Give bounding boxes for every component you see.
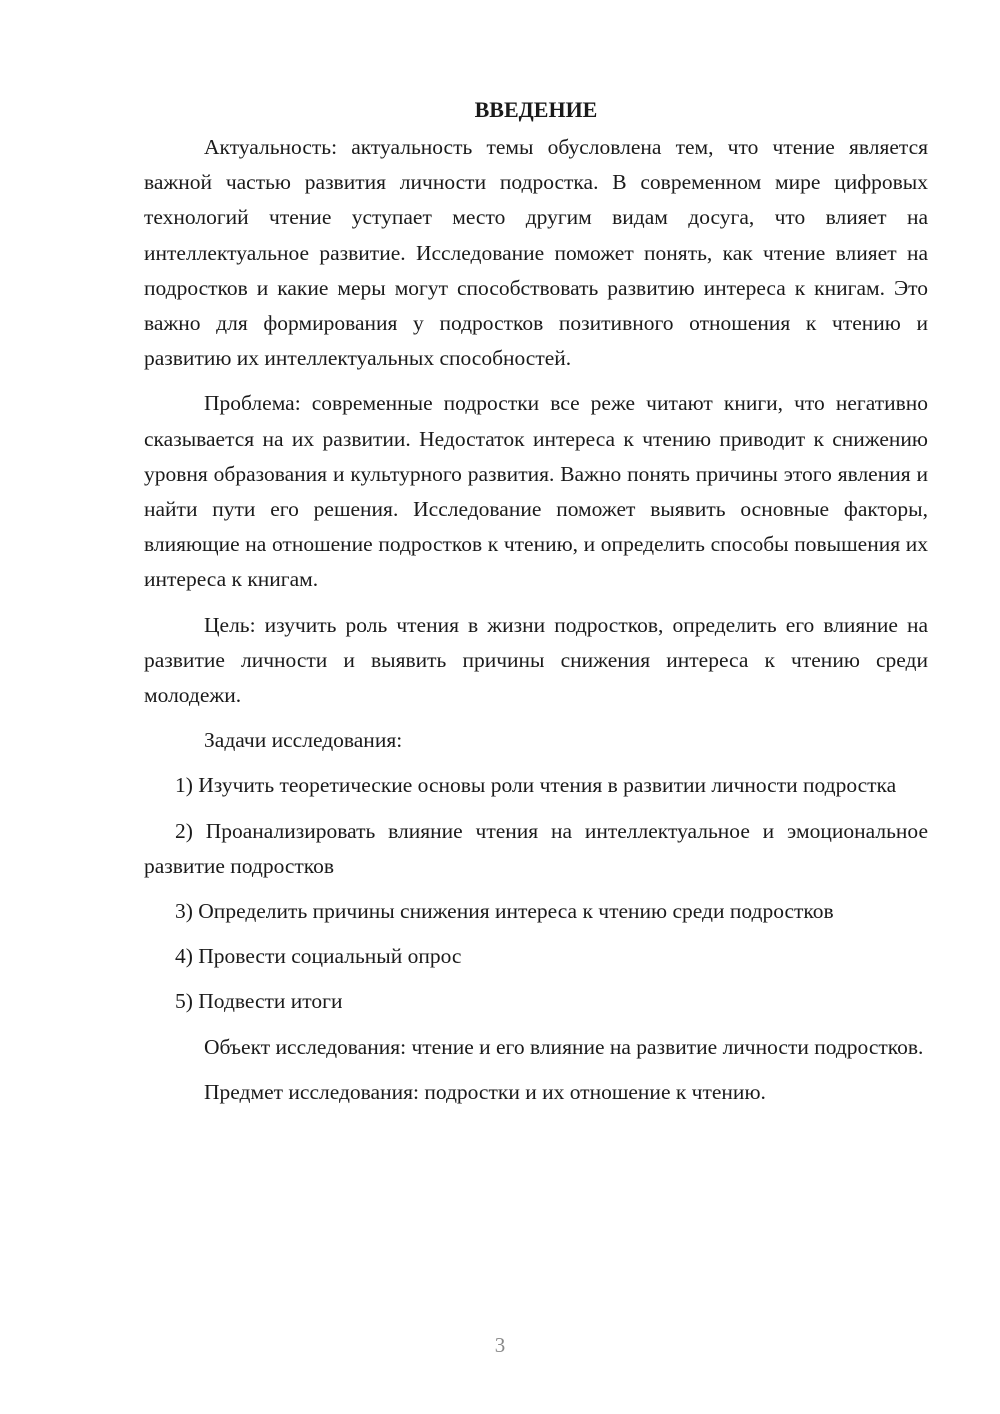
task-item-5: 5) Подвести итоги — [175, 989, 343, 1014]
task-item-4: 4) Провести социальный опрос — [175, 944, 462, 969]
goal-paragraph: Цель: изучить роль чтения в жизни подростков, определить его влияние на развитие личности и выявить причины снижения интереса к чтению среди молодежи. — [144, 612, 928, 708]
page-number: 3 — [494, 1333, 506, 1357]
problem-paragraph: Проблема: современные подростки все реже читают книги, что негативно сказывается на их развитии. Недостаток интереса к чтению приводит к снижению уровня образования и культурного развития. Важно понять причины этого явления и найти пути его решения. Исследование поможет выявить основные факторы, влияющие на отношение подростков к чтению, и определить способы повышения их интереса к книгам. — [144, 391, 928, 592]
document-page — [144, 96, 928, 1120]
task-item-2: 2) Проанализировать влияние чтения на интеллектуальное и эмоциональное развитие подростков — [144, 818, 928, 878]
page-title: ВВЕДЕНИЕ — [474, 97, 598, 122]
task-item-1: 1) Изучить теоретические основы роли чтения в развитии личности подростка — [175, 773, 897, 798]
relevance-paragraph: Актуальность: актуальность темы обусловлена тем, что чтение является важной частью развития личности подростка. В современном мире цифровых технологий чтение уступает место другим видам досуга, что влияет на интеллектуальное развитие. Исследование поможет понять, как чтение влияет на подростков и какие меры могут способствовать развитию интереса к книгам. Это важно для формирования у подростков позитивного отношения к чтению и развитию их интеллектуальных способностей. — [144, 135, 928, 371]
research-subject-paragraph: Предмет исследования: подростки и их отношение к чтению. — [204, 1079, 766, 1104]
tasks-heading: Задачи исследования: — [204, 728, 403, 753]
task-item-3: 3) Определить причины снижения интереса к чтению среди подростков — [175, 899, 834, 924]
research-object-paragraph: Объект исследования: чтение и его влияние на развитие личности подростков. — [204, 1034, 924, 1059]
